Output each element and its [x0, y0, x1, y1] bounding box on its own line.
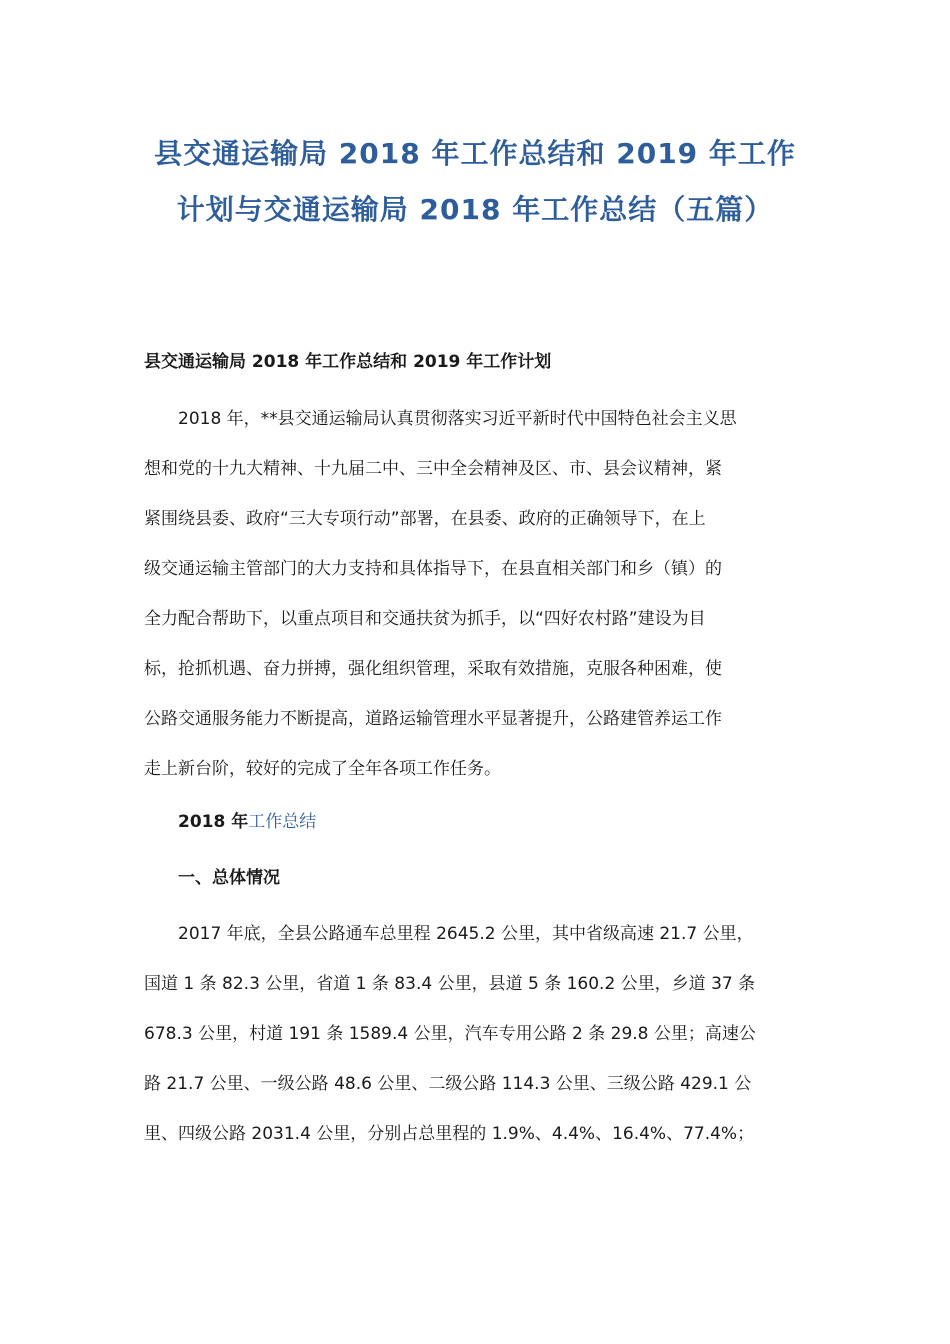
paragraph-line: 2018 年，**县交通运输局认真贯彻落实习近平新时代中国特色社会主义思 — [178, 409, 737, 429]
title-line-1: 县交通运输局 2018 年工作总结和 2019 年工作 — [154, 137, 796, 170]
intro-paragraph — [144, 394, 804, 794]
paragraph-line: 标，抢抓机遇、奋力拼搏，强化组织管理，采取有效措施，克服各种困难，使 — [144, 659, 722, 679]
paragraph-line: 里、四级公路 2031.4 公里，分别占总里程的 1.9%、4.4%、16.4%、77.4%； — [144, 1124, 755, 1144]
paragraph-line: 走上新台阶，较好的完成了全年各项工作任务。 — [144, 759, 501, 779]
overview-heading: 一、总体情况 — [178, 868, 280, 888]
document-title — [130, 126, 820, 238]
paragraph-line: 全力配合帮助下，以重点项目和交通扶贫为抓手，以“四好农村路”建设为目 — [144, 609, 706, 629]
title-line-2: 计划与交通运输局 2018 年工作总结（五篇） — [176, 193, 774, 226]
paragraph-line: 想和党的十九大精神、十九届二中、三中全会精神及区、市、县会议精神，紧 — [144, 459, 722, 479]
paragraph-line: 路 21.7 公里、一级公路 48.6 公里、二级公路 114.3 公里、三级公路 429.1 公 — [144, 1074, 752, 1094]
paragraph-line: 2017 年底，全县公路通车总里程 2645.2 公里，其中省级高速 21.7 公里， — [178, 924, 754, 944]
paragraph-line: 级交通运输主管部门的大力支持和具体指导下，在县直相关部门和乡（镇）的 — [144, 559, 722, 579]
paragraph-line: 国道 1 条 82.3 公里，省道 1 条 83.4 公里，县道 5 条 160.2 公里，乡道 37 条 — [144, 974, 756, 994]
paragraph-line: 678.3 公里，村道 191 条 1589.4 公里，汽车专用公路 2 条 29.8 公里；高速公 — [144, 1024, 756, 1044]
work-summary-year: 2018 年 — [178, 812, 249, 832]
work-summary-link[interactable]: 工作总结 — [248, 812, 317, 832]
work-summary-heading — [178, 808, 316, 836]
section-subheading: 县交通运输局 2018 年工作总结和 2019 年工作计划 — [144, 352, 552, 372]
overview-paragraph — [144, 909, 804, 1159]
paragraph-line: 公路交通服务能力不断提高，道路运输管理水平显著提升，公路建管养运工作 — [144, 709, 722, 729]
paragraph-line: 紧围绕县委、政府“三大专项行动”部署，在县委、政府的正确领导下，在上 — [144, 509, 706, 529]
